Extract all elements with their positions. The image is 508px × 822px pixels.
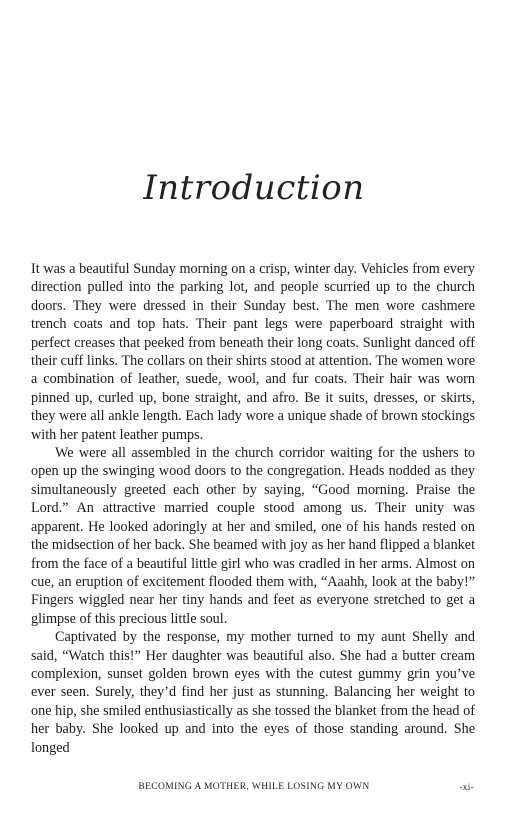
chapter-title: Introduction [143,168,365,208]
running-title: BECOMING A MOTHER, WHILE LOSING MY OWN [138,782,370,792]
body-text [31,260,475,757]
paragraph-3: Captivated by the response, my mother turned to my aunt Shelly and said, “Watch this!” Her daughter was beautiful also. She had a butter cream complexion, sunset golden brown eyes with the cutest gummy grin you’ve ever seen. Surely, they’d find her just as stunning. Balancing her weight to one hip, she smiled enthusiastically as she tossed the blanket from the head of her baby. She looked up and into the eyes of those standing around. She longed [31,629,475,756]
paragraph-2: We were all assembled in the church corridor waiting for the ushers to open up the swinging wood doors to the congregation. Heads nodded as they simultaneously greeted each other by saying, “Good morning. Praise the Lord.” An attractive married couple stood among us. Their unity was apparent. He looked adoringly at her and smiled, one of his hands rested on the midsection of her back. She beamed with joy as her hand flipped a blanket from the face of a beautiful little girl who was cradled in her arms. Almost on cue, an eruption of excitement flooded them with, “Aaahh, look at the baby!” Fingers wiggled near her tiny hands and feet as everyone stretched to get a glimpse of this precious little soul. [31,445,476,627]
page-footer [0,782,508,798]
paragraph-1: It was a beautiful Sunday morning on a crisp, winter day. Vehicles from every direction pulled into the parking lot, and people scurried up to the church doors. They were dressed in their Sunday best. The men wore cashmere trench coats and top hats. Their pant legs were paperboard straight with perfect creases that peeked from beneath their long coats. Sunlight danced off their cuff links. The collars on their shirts stood at attention. The women wore a combination of leather, suede, wool, and fur coats. Their hair was worn pinned up, curled up, bone straight, and afro. Be it suits, dresses, or skirts, they were all ankle length. Each lady wore a unique shade of brown stockings with her patent leather pumps. [31,261,475,443]
page-number: -xi- [459,782,474,792]
